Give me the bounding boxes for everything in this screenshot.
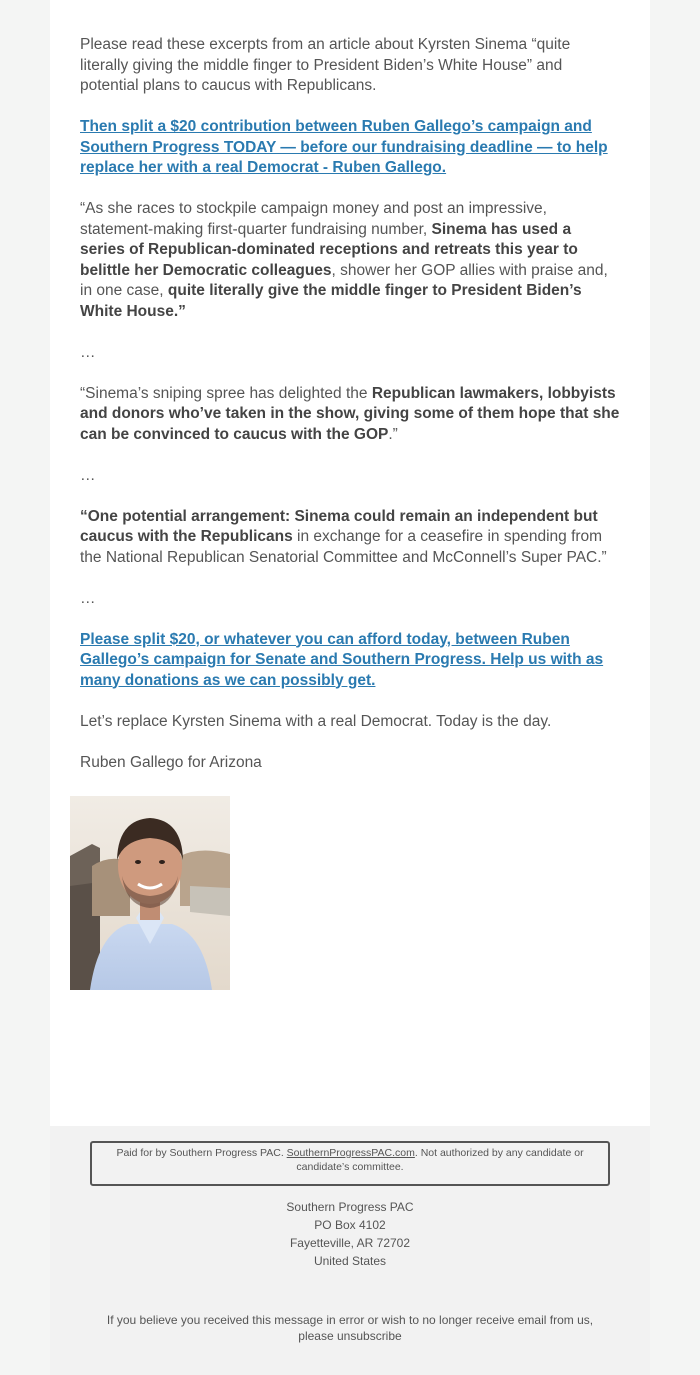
mailing-address bbox=[50, 1198, 650, 1270]
paid-for-disclaimer bbox=[90, 1141, 610, 1186]
email-content bbox=[80, 35, 620, 794]
quote-1-bold-a: Sinema has used a series of Republican-dominated receptions and retreats this year to belittle her Democratic colleagues bbox=[80, 220, 578, 279]
unsubscribe-notice bbox=[50, 1313, 650, 1344]
donation-link-1[interactable]: Then split a $20 contribution between Ruben Gallego’s campaign and Southern Progress TODAY — before our fundraising deadline — to help replace her with a real Democrat - Ruben Gallego. bbox=[80, 118, 608, 176]
address-country: United States bbox=[313, 1254, 387, 1268]
closing-line: Let’s replace Kyrsten Sinema with a real Democrat. Today is the day. bbox=[80, 712, 552, 730]
quote-1-text-b: , shower her GOP allies with praise and, in one case, bbox=[80, 261, 608, 299]
quote-2-bold-a: Republican lawmakers, lobbyists and donors who’ve taken in the show, giving some of them hope that she can be convinced to caucus with the GOP bbox=[80, 384, 620, 443]
email-footer bbox=[50, 1126, 650, 1375]
quote-3-text-a: in exchange for a ceasefire in spending from the National Republican Senatorial Committee and McConnell’s Super PAC.” bbox=[80, 528, 607, 566]
ellipsis-1: … bbox=[80, 343, 97, 361]
address-org: Southern Progress PAC bbox=[286, 1200, 414, 1214]
donation-link-2[interactable]: Please split $20, or whatever you can afford today, between Ruben Gallego’s campaign for Senate and Southern Progress. Help us with as many donations as we can possibly get. bbox=[80, 630, 604, 689]
quote-3-bold-a: “One potential arrangement: Sinema could remain an independent but caucus with the Republicans bbox=[80, 507, 598, 545]
candidate-portrait-image bbox=[70, 796, 230, 990]
quote-1-bold-b: quite literally give the middle finger to President Biden’s White House.” bbox=[80, 282, 582, 320]
disclaimer-prefix: Paid for by Southern Progress PAC. bbox=[116, 1147, 287, 1159]
ellipsis-2: … bbox=[80, 466, 97, 484]
quote-2-text-b: .” bbox=[388, 425, 398, 443]
unsubscribe-link[interactable]: please unsubscribe bbox=[298, 1328, 402, 1343]
intro-paragraph: Please read these excerpts from an article about Kyrsten Sinema “quite literally giving the middle finger to President Biden’s White House” and potential plans to caucus with Republicans. bbox=[80, 36, 571, 94]
quote-1-text-a: “As she races to stockpile campaign money and post an impressive, statement-making first-quarter fundraising number, bbox=[80, 200, 547, 238]
quote-1 bbox=[80, 199, 620, 322]
quote-2 bbox=[80, 384, 620, 446]
ellipsis-3: … bbox=[80, 589, 97, 607]
pac-website-link[interactable]: SouthernProgressPAC.com bbox=[286, 1147, 415, 1159]
email-body bbox=[50, 0, 650, 1126]
quote-2-text-a: “Sinema’s sniping spree has delighted the bbox=[80, 384, 372, 402]
address-po-box: PO Box 4102 bbox=[314, 1218, 386, 1232]
donation-link-paragraph-2 bbox=[80, 630, 620, 692]
quote-3 bbox=[80, 507, 620, 569]
candidate-photo bbox=[70, 796, 230, 990]
donation-link-paragraph-1 bbox=[80, 117, 620, 179]
disclaimer-suffix: . Not authorized by any candidate or candidate’s committee. bbox=[296, 1147, 584, 1173]
unsubscribe-text: If you believe you received this message in error or wish to no longer receive email from us, bbox=[106, 1313, 594, 1327]
signature: Ruben Gallego for Arizona bbox=[80, 753, 262, 771]
address-city: Fayetteville, AR 72702 bbox=[289, 1236, 411, 1250]
